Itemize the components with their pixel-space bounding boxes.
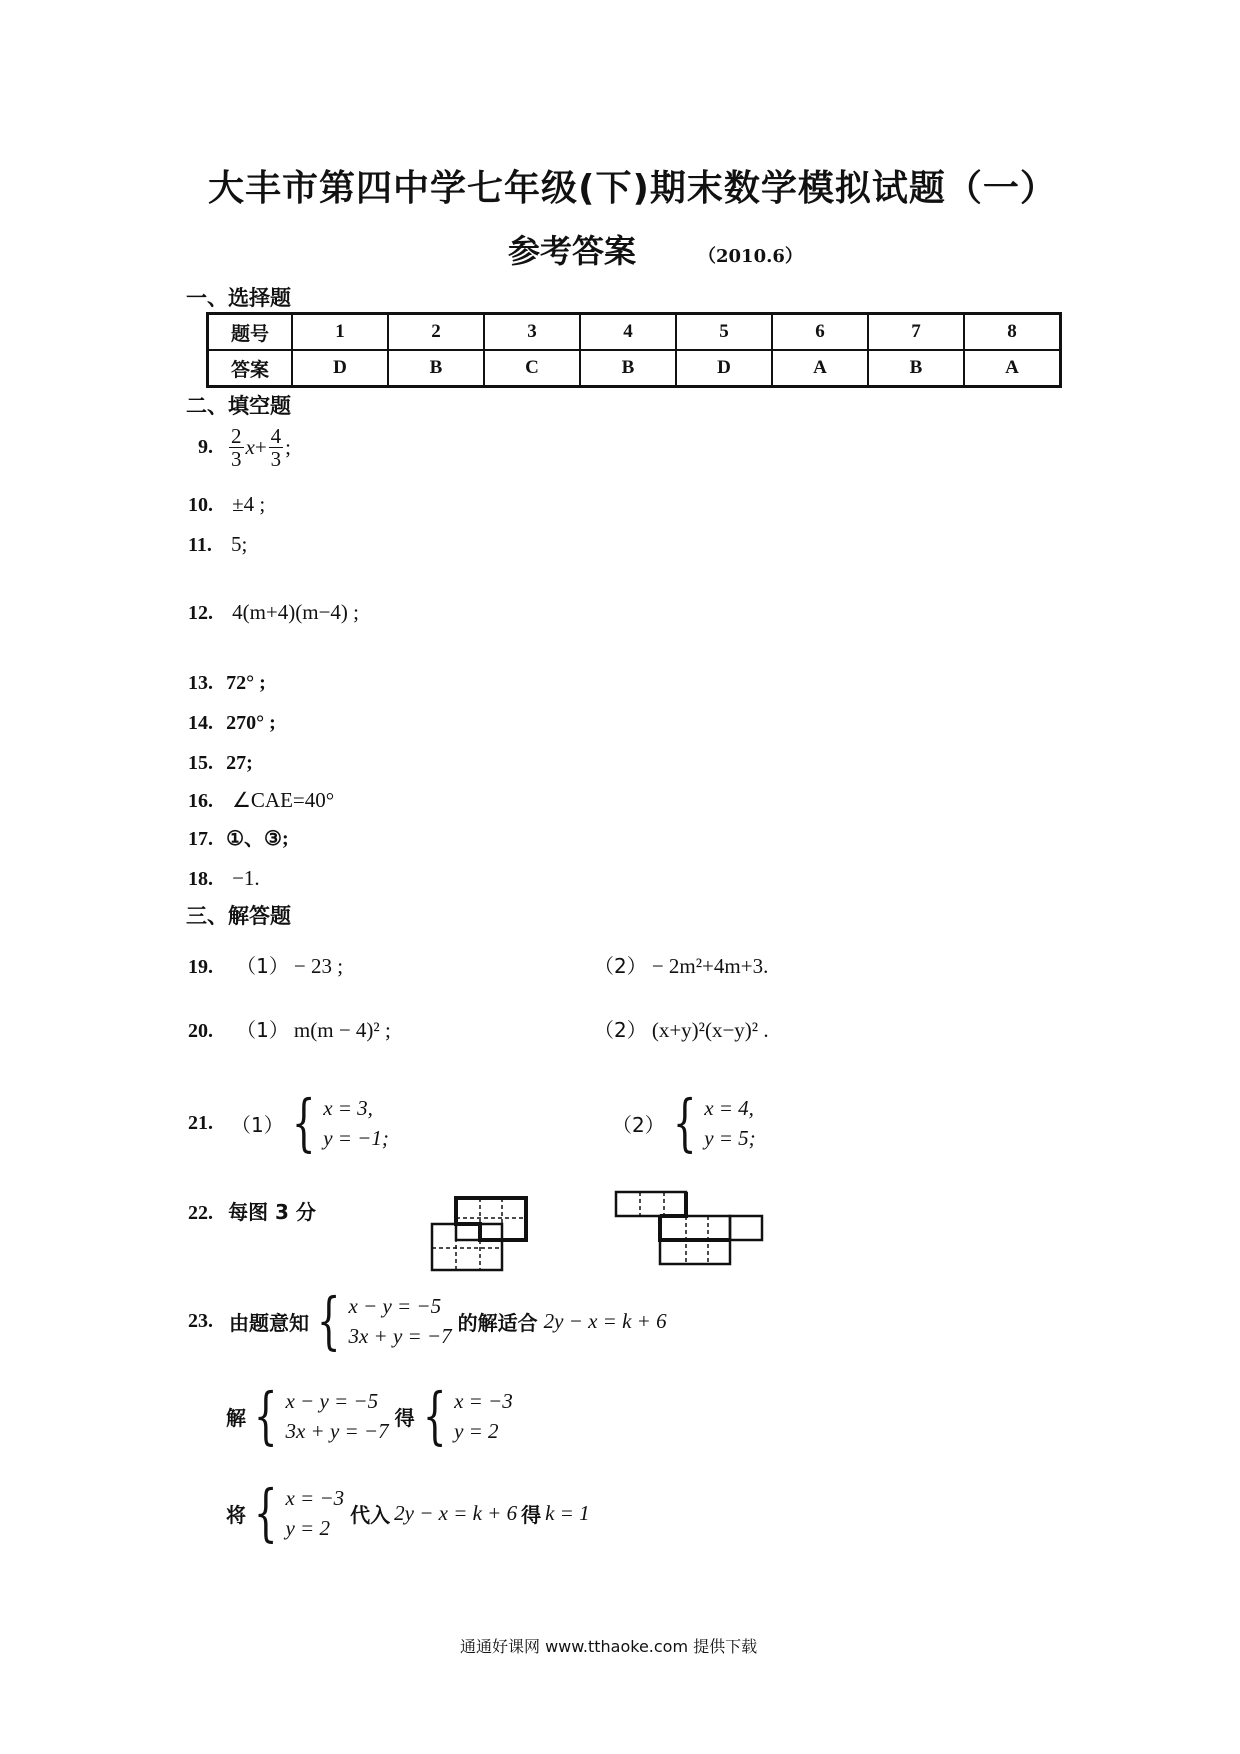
question-number-cell: 8 (964, 314, 1061, 351)
table-row (208, 314, 1061, 351)
answer-text: 代入 (350, 1502, 391, 1527)
question-number: 22. (188, 1202, 213, 1224)
answer-cell: B (868, 350, 964, 387)
net-figure-2 (614, 1190, 764, 1282)
fraction-numerator: 2 (231, 424, 242, 448)
equation-line: x = 3, (323, 1095, 373, 1120)
answer-11 (188, 532, 247, 557)
equation-line: 3x + y = −7 (348, 1324, 452, 1348)
answer-9 (198, 425, 291, 470)
question-number: 11. (188, 534, 212, 556)
table-row (208, 350, 1061, 387)
answer-21-part2 (612, 1086, 756, 1159)
equation-system (415, 1379, 513, 1452)
net-figure-1 (430, 1196, 540, 1278)
answer-text: 得 (521, 1502, 542, 1527)
answer-17 (188, 822, 289, 851)
answer-text: 5; (231, 532, 248, 556)
question-number: 21. (188, 1111, 213, 1134)
fraction-denominator: 3 (270, 447, 282, 472)
answer-10 (188, 492, 265, 517)
answer-21 (188, 1086, 389, 1159)
fraction-numerator: 4 (270, 424, 282, 448)
answer-text: ∠CAE=40° (232, 788, 335, 812)
section-choice-heading: 一、选择题 (186, 286, 291, 310)
answer-22 (188, 1196, 316, 1225)
question-number-cell: 7 (868, 314, 964, 351)
equation-system (246, 1476, 345, 1549)
question-number-cell: 1 (292, 314, 388, 351)
brace-icon: { (316, 1284, 341, 1357)
part-label: （1） (236, 1018, 289, 1042)
equation-system (284, 1086, 389, 1159)
equation-line: y = 2 (285, 1516, 330, 1540)
equation-line: y = 2 (454, 1419, 499, 1443)
page-title: 大丰市第四中学七年级(下)期末数学模拟试题（一） (208, 168, 1057, 209)
equation-line: x = −3 (454, 1388, 513, 1413)
equation-line: x − y = −5 (285, 1388, 379, 1413)
fraction-denominator: 3 (231, 447, 242, 472)
question-number: 20. (188, 1020, 213, 1042)
answer-20 (188, 1014, 391, 1043)
part-answer: (x+y)²(x−y)² . (651, 1018, 769, 1042)
semicolon: ; (285, 435, 292, 460)
brace-icon: { (253, 1476, 278, 1549)
part-answer: m(m − 4)² ; (293, 1018, 391, 1042)
equation-system (246, 1379, 389, 1452)
brace-icon: { (672, 1086, 697, 1159)
answer-cell: A (964, 350, 1061, 387)
substitute-step (226, 1476, 590, 1549)
part-answer: − 2m²+4m+3. (651, 954, 769, 978)
section-solve-heading: 三、解答题 (186, 904, 291, 928)
question-number-cell: 6 (772, 314, 868, 351)
equation-line: 3x + y = −7 (285, 1419, 389, 1443)
answer-text: 得 (394, 1405, 415, 1430)
answer-text: 4(m+4)(m−4) ; (232, 600, 360, 624)
question-number: 19. (188, 956, 213, 978)
answer-text: ±4 ; (232, 492, 266, 516)
answer-19-part2 (594, 950, 768, 979)
equation-system (309, 1284, 452, 1357)
question-number-cell: 4 (580, 314, 676, 351)
part-label: （2） (594, 954, 647, 978)
question-number: 17. (188, 828, 213, 850)
part-label: （2） (594, 1018, 647, 1042)
answer-23 (188, 1284, 667, 1357)
part-label: （2） (612, 1112, 665, 1137)
table-header-cell: 题号 (208, 314, 293, 351)
answer-table (206, 312, 1062, 388)
page-subtitle: 参考答案 (508, 232, 637, 270)
answer-text: 解 (226, 1405, 246, 1430)
question-number: 13. (188, 672, 213, 694)
question-number-cell: 5 (676, 314, 772, 351)
brace-icon: { (253, 1379, 278, 1452)
question-number: 9. (198, 436, 213, 459)
part-answer: − 23 ; (293, 954, 344, 978)
question-number-cell: 3 (484, 314, 580, 351)
exam-date: （2010.6） (698, 246, 803, 267)
brace-icon: { (422, 1379, 447, 1452)
answer-cell: D (292, 350, 388, 387)
answer-19 (188, 950, 343, 979)
answer-text: 270° ; (226, 712, 276, 734)
part-label: （1） (231, 1112, 284, 1137)
question-number: 18. (188, 868, 213, 890)
section-fill-heading: 二、填空题 (186, 394, 291, 418)
answer-cell: D (676, 350, 772, 387)
brace-icon: { (291, 1086, 316, 1159)
answer-20-part2 (594, 1014, 769, 1043)
solve-step (226, 1379, 513, 1452)
equation-line: x − y = −5 (348, 1293, 442, 1318)
page-footer: 通通好课网 www.tthaoke.com 提供下载 (460, 1637, 758, 1656)
answer-text: 的解适合 (457, 1310, 538, 1335)
answer-text: 每图 3 分 (228, 1200, 316, 1224)
table-header-cell: 答案 (208, 350, 293, 387)
answer-cell: B (388, 350, 484, 387)
question-number-cell: 2 (388, 314, 484, 351)
condition-equation: 2y − x = k + 6 (543, 1308, 667, 1333)
variable: x (245, 435, 255, 460)
answer-text: −1. (232, 866, 260, 890)
equation-line: x = 4, (704, 1095, 754, 1120)
question-number: 15. (188, 752, 213, 774)
question-number: 10. (188, 494, 213, 516)
answer-cell: C (484, 350, 580, 387)
plus-sign: + (254, 435, 267, 460)
part-label: （1） (236, 954, 289, 978)
answer-cell: B (580, 350, 676, 387)
answer-text: 27; (226, 752, 253, 774)
equation-line: x = −3 (285, 1485, 345, 1510)
question-number: 23. (188, 1309, 213, 1332)
answer-text: 由题意知 (229, 1310, 309, 1335)
answer-14 (188, 712, 276, 735)
equation-line: y = −1; (323, 1126, 389, 1150)
final-result: k = 1 (545, 1500, 590, 1525)
answer-text: ①、③; (226, 828, 289, 850)
answer-12 (188, 600, 359, 625)
answer-15 (188, 752, 253, 775)
answer-text: 将 (226, 1502, 246, 1527)
condition-equation: 2y − x = k + 6 (394, 1500, 518, 1525)
equation-system (665, 1086, 756, 1159)
answer-13 (188, 672, 266, 695)
question-number: 16. (188, 790, 213, 812)
question-number: 14. (188, 712, 213, 734)
question-number: 12. (188, 602, 213, 624)
answer-cell: A (772, 350, 868, 387)
answer-text: 72° ; (226, 672, 266, 694)
equation-line: y = 5; (704, 1126, 756, 1150)
answer-18 (188, 866, 260, 891)
answer-16 (188, 788, 334, 813)
